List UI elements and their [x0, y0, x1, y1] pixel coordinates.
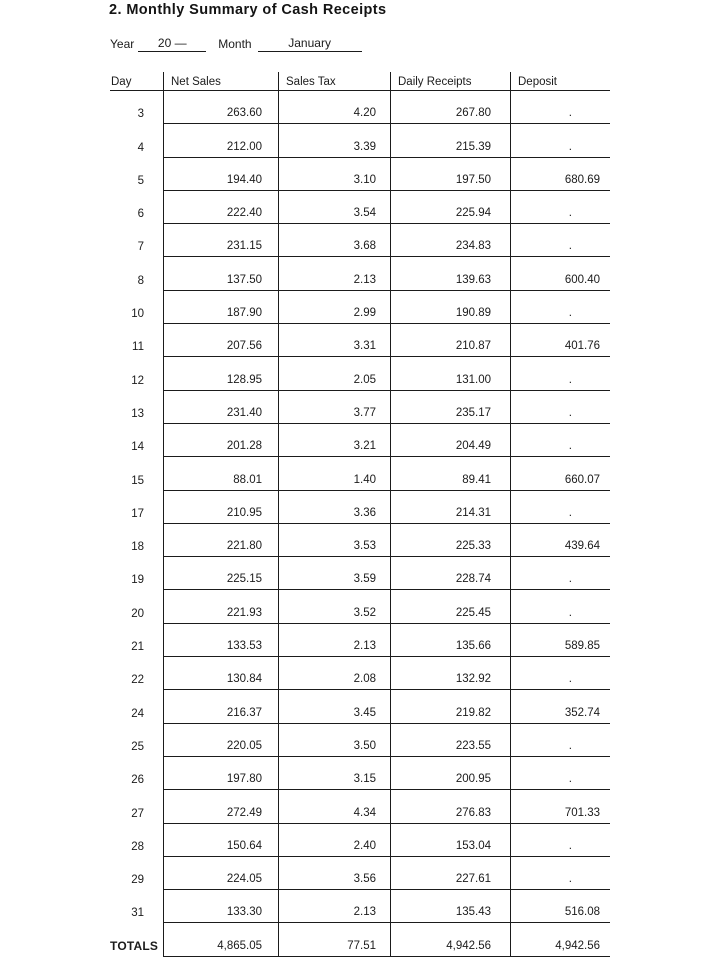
day-cell: 28 [131, 840, 144, 853]
table-row [110, 424, 610, 457]
totals-net-sales: 4,865.05 [163, 923, 278, 956]
deposit-cell: 439.64 [510, 524, 610, 557]
daily-receipts-cell: 267.80 [390, 91, 510, 124]
net-sales-cell: 263.60 [163, 91, 278, 124]
deposit-cell: . [510, 291, 610, 324]
net-sales-cell: 137.50 [163, 257, 278, 290]
sales-tax-cell: 2.05 [278, 357, 390, 390]
net-sales-cell: 130.84 [163, 657, 278, 690]
year-month-line [110, 36, 362, 53]
net-sales-cell: 207.56 [163, 324, 278, 357]
sales-tax-cell: 4.34 [278, 790, 390, 823]
daily-receipts-cell: 204.49 [390, 424, 510, 457]
daily-receipts-cell: 276.83 [390, 790, 510, 823]
col-header-sales-tax: Sales Tax [278, 72, 390, 90]
deposit-cell: 600.40 [510, 257, 610, 290]
day-cell: 15 [131, 474, 144, 487]
deposit-cell: 660.07 [510, 457, 610, 490]
daily-receipts-cell: 215.39 [390, 124, 510, 157]
daily-receipts-cell: 235.17 [390, 391, 510, 424]
day-cell: 13 [131, 407, 144, 420]
daily-receipts-cell: 234.83 [390, 224, 510, 257]
deposit-cell: 352.74 [510, 690, 610, 723]
day-cell: 18 [131, 541, 144, 554]
daily-receipts-cell: 210.87 [390, 324, 510, 357]
daily-receipts-cell: 219.82 [390, 690, 510, 723]
table-row [110, 624, 610, 657]
day-cell: 26 [131, 774, 144, 787]
day-cell: 17 [131, 507, 144, 520]
sales-tax-cell: 3.39 [278, 124, 390, 157]
table-header-row [110, 72, 610, 91]
deposit-cell: . [510, 557, 610, 590]
sales-tax-cell: 3.31 [278, 324, 390, 357]
day-cell: 12 [131, 374, 144, 387]
day-cell: 24 [131, 707, 144, 720]
daily-receipts-cell: 153.04 [390, 824, 510, 857]
sales-tax-cell: 3.59 [278, 557, 390, 590]
table-row [110, 690, 610, 723]
net-sales-cell: 133.53 [163, 624, 278, 657]
deposit-cell: . [510, 224, 610, 257]
table-row [110, 224, 610, 257]
day-cell: 8 [137, 274, 144, 287]
day-cell: 19 [131, 574, 144, 587]
day-cell: 25 [131, 740, 144, 753]
deposit-cell: 516.08 [510, 890, 610, 923]
sales-tax-cell: 4.20 [278, 91, 390, 124]
deposit-cell: . [510, 191, 610, 224]
table-row [110, 457, 610, 490]
net-sales-cell: 231.40 [163, 391, 278, 424]
net-sales-cell: 225.15 [163, 557, 278, 590]
deposit-cell: . [510, 590, 610, 623]
cash-receipts-table [110, 72, 610, 957]
sales-tax-cell: 3.45 [278, 690, 390, 723]
net-sales-cell: 128.95 [163, 357, 278, 390]
daily-receipts-cell: 190.89 [390, 291, 510, 324]
table-row [110, 357, 610, 390]
net-sales-cell: 220.05 [163, 724, 278, 757]
deposit-cell: 401.76 [510, 324, 610, 357]
table-row [110, 91, 610, 124]
deposit-cell: . [510, 391, 610, 424]
sales-tax-cell: 2.13 [278, 624, 390, 657]
sales-tax-cell: 3.36 [278, 491, 390, 524]
col-header-daily-receipts: Daily Receipts [390, 72, 510, 90]
day-cell: 14 [131, 441, 144, 454]
sales-tax-cell: 3.54 [278, 191, 390, 224]
table-row [110, 757, 610, 790]
table-row [110, 724, 610, 757]
daily-receipts-cell: 225.45 [390, 590, 510, 623]
day-cell: 7 [137, 241, 144, 254]
deposit-cell: . [510, 857, 610, 890]
col-header-net-sales: Net Sales [163, 72, 278, 90]
daily-receipts-cell: 200.95 [390, 757, 510, 790]
table-row [110, 524, 610, 557]
table-row [110, 191, 610, 224]
table-row [110, 124, 610, 157]
deposit-cell: 680.69 [510, 158, 610, 191]
deposit-cell: 701.33 [510, 790, 610, 823]
day-cell: 31 [131, 907, 144, 920]
deposit-cell: . [510, 424, 610, 457]
daily-receipts-cell: 227.61 [390, 857, 510, 890]
table-row [110, 657, 610, 690]
totals-sales-tax: 77.51 [278, 923, 390, 956]
deposit-cell: . [510, 91, 610, 124]
net-sales-cell: 187.90 [163, 291, 278, 324]
sales-tax-cell: 2.13 [278, 890, 390, 923]
day-cell: 21 [131, 641, 144, 654]
net-sales-cell: 197.80 [163, 757, 278, 790]
month-field [258, 36, 362, 52]
month-label: Month [218, 37, 252, 51]
table-row [110, 257, 610, 290]
table-row [110, 491, 610, 524]
deposit-cell: . [510, 724, 610, 757]
deposit-cell: . [510, 357, 610, 390]
daily-receipts-cell: 132.92 [390, 657, 510, 690]
net-sales-cell: 133.30 [163, 890, 278, 923]
sales-tax-cell: 3.15 [278, 757, 390, 790]
day-cell: 11 [132, 341, 144, 354]
net-sales-cell: 216.37 [163, 690, 278, 723]
daily-receipts-cell: 225.94 [390, 191, 510, 224]
day-cell: 29 [131, 874, 144, 887]
day-cell: 27 [131, 807, 144, 820]
table-row [110, 324, 610, 357]
sales-tax-cell: 3.56 [278, 857, 390, 890]
net-sales-cell: 224.05 [163, 857, 278, 890]
daily-receipts-cell: 135.66 [390, 624, 510, 657]
sales-tax-cell: 3.50 [278, 724, 390, 757]
day-cell: 3 [137, 108, 144, 121]
table-row [110, 890, 610, 923]
month-value: January [288, 36, 331, 50]
col-header-deposit: Deposit [510, 72, 610, 90]
sales-tax-cell: 3.68 [278, 224, 390, 257]
year-label: Year [110, 37, 135, 51]
table-body [110, 91, 610, 923]
net-sales-cell: 221.80 [163, 524, 278, 557]
table-row [110, 557, 610, 590]
day-cell: 22 [131, 674, 144, 687]
sales-tax-cell: 3.52 [278, 590, 390, 623]
deposit-cell: 589.85 [510, 624, 610, 657]
net-sales-cell: 212.00 [163, 124, 278, 157]
day-cell: 20 [131, 607, 144, 620]
sales-tax-cell: 3.10 [278, 158, 390, 191]
sales-tax-cell: 2.13 [278, 257, 390, 290]
deposit-cell: . [510, 657, 610, 690]
daily-receipts-cell: 131.00 [390, 357, 510, 390]
daily-receipts-cell: 214.31 [390, 491, 510, 524]
net-sales-cell: 194.40 [163, 158, 278, 191]
daily-receipts-cell: 89.41 [390, 457, 510, 490]
net-sales-cell: 221.93 [163, 590, 278, 623]
sales-tax-cell: 3.21 [278, 424, 390, 457]
deposit-cell: . [510, 757, 610, 790]
sales-tax-cell: 3.53 [278, 524, 390, 557]
daily-receipts-cell: 139.63 [390, 257, 510, 290]
net-sales-cell: 210.95 [163, 491, 278, 524]
table-row [110, 790, 610, 823]
year-field [138, 36, 206, 52]
col-header-day: Day [111, 76, 132, 88]
net-sales-cell: 272.49 [163, 790, 278, 823]
totals-deposit: 4,942.56 [510, 923, 610, 956]
daily-receipts-cell: 197.50 [390, 158, 510, 191]
deposit-cell: . [510, 124, 610, 157]
day-cell: 5 [137, 174, 144, 187]
table-row [110, 857, 610, 890]
sales-tax-cell: 2.08 [278, 657, 390, 690]
table-row [110, 291, 610, 324]
table-row [110, 824, 610, 857]
totals-daily-receipts: 4,942.56 [390, 923, 510, 956]
year-value: 20 — [157, 36, 187, 50]
sales-tax-cell: 3.77 [278, 391, 390, 424]
deposit-cell: . [510, 824, 610, 857]
daily-receipts-cell: 225.33 [390, 524, 510, 557]
day-cell: 4 [137, 141, 144, 154]
table-row [110, 590, 610, 623]
sales-tax-cell: 2.40 [278, 824, 390, 857]
totals-label: TOTALS [110, 938, 159, 953]
daily-receipts-cell: 135.43 [390, 890, 510, 923]
page-title: 2. Monthly Summary of Cash Receipts [109, 2, 387, 18]
net-sales-cell: 150.64 [163, 824, 278, 857]
table-row [110, 158, 610, 191]
net-sales-cell: 88.01 [163, 457, 278, 490]
daily-receipts-cell: 228.74 [390, 557, 510, 590]
net-sales-cell: 201.28 [163, 424, 278, 457]
net-sales-cell: 222.40 [163, 191, 278, 224]
day-cell: 10 [131, 308, 144, 321]
day-cell: 6 [137, 208, 144, 221]
sales-tax-cell: 2.99 [278, 291, 390, 324]
net-sales-cell: 231.15 [163, 224, 278, 257]
sales-tax-cell: 1.40 [278, 457, 390, 490]
table-row [110, 391, 610, 424]
totals-row [110, 923, 610, 956]
deposit-cell: . [510, 491, 610, 524]
daily-receipts-cell: 223.55 [390, 724, 510, 757]
